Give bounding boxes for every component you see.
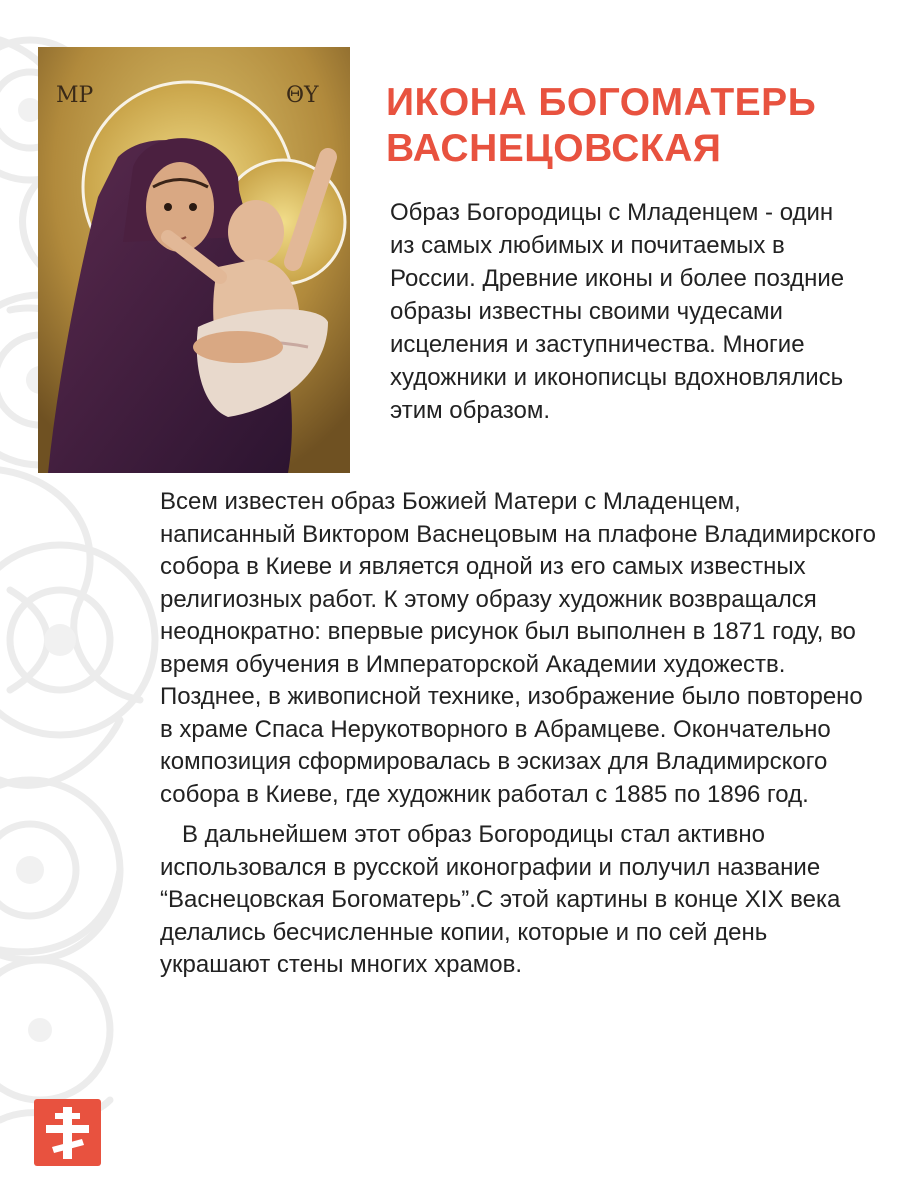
orthodox-cross-logo-icon <box>34 1099 101 1166</box>
title-line-1: ИКОНА БОГОМАТЕРЬ <box>386 81 817 124</box>
monogram-left: МР <box>56 83 94 108</box>
monogram-right: ΘΥ <box>286 83 319 108</box>
madonna-and-child-image <box>38 47 350 473</box>
icon-painting <box>38 47 350 473</box>
body-paragraph-1: Всем известен образ Божией Матери с Младенцем, написанный Виктором Васнецовым на плафоне Владимирского собора в Киеве и является одной из его самых известных религиозных работ. К этому образу художник возвращался неоднократно: впервые рисунок был выполнен в 1871 году, во время обучения в Императорской Академии художеств. Позднее, в живописной технике, изображение было повторено в храме Спаса Нерукотворного в Абрамцеве. Окончательно композиция сформировалась в эскизах для Владимирского собора в Киеве, где художник работал с 1885 по 1896 год. <box>160 488 876 808</box>
intro-paragraph: Образ Богородицы с Младенцем - один из самых любимых и почитаемых в России. Древние иконы и более поздние образы известны своими чудесами исцеления и заступничества. Многие художники и иконописцы вдохновлялись этим образом. <box>390 199 845 424</box>
body-paragraph-2: В дальнейшем этот образ Богородицы стал активно использовался в русской иконографии и получил название “Васнецовская Богоматерь”.С этой картины в конце XIX века делались бесчисленные копии, которые и по сей день украшают стены многих храмов. <box>160 821 841 978</box>
page-title <box>386 80 866 172</box>
title-line-2: ВАСНЕЦОВСКАЯ <box>386 127 722 170</box>
body-text <box>160 486 880 982</box>
